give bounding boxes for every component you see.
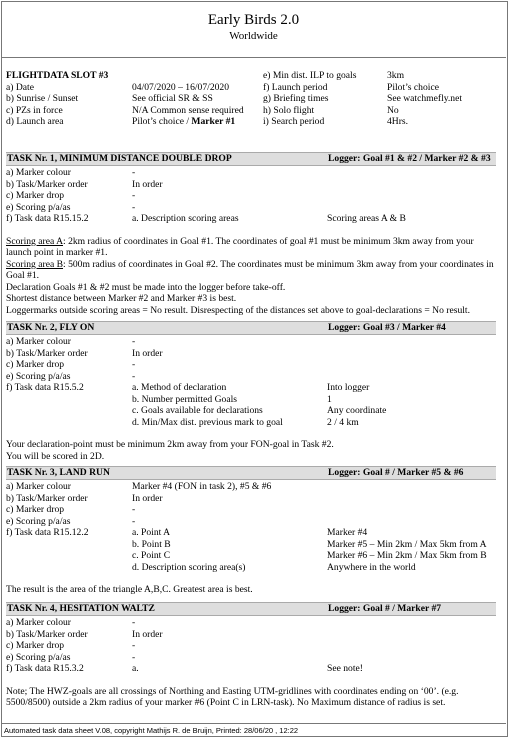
task-4-logger: Logger: Goal # / Marker #7 xyxy=(328,603,442,614)
task-field-value: a. Method of declaration xyxy=(132,382,227,393)
task-field-key: f) Task data R15.3.2 xyxy=(6,663,84,674)
page-subtitle: Worldwide xyxy=(229,30,278,42)
task-1-title: TASK Nr. 1, MINIMUM DISTANCE DOUBLE DROP xyxy=(7,153,232,164)
task-2-note-a: Your declaration-point must be minimum 2km away from your FON-goal in Task #2. xyxy=(6,439,334,450)
scoring-area-b-label: Scoring area B xyxy=(6,258,64,270)
task-field-key: c) Marker drop xyxy=(6,190,65,201)
task-field-result: Scoring areas A & B xyxy=(327,213,406,224)
task-field-result: Marker #6 – Min 2km / Max 5km from B xyxy=(327,550,487,561)
scoring-area-a-text: : 2km radius of coordinates in Goal #1. The coordinates of goal #1 must be minimum 3km away from your launch point in marker #1. xyxy=(6,235,474,258)
task-field-key: f) Task data R15.5.2 xyxy=(6,382,84,393)
task-field-key: e) Scoring p/a/as xyxy=(6,651,71,663)
task-3-section xyxy=(6,466,496,596)
slot-left-key: c) PZs in force xyxy=(6,104,63,116)
task-field-key: c) Marker drop xyxy=(6,359,65,370)
slot-right-value: See watchmefly.net xyxy=(387,93,463,104)
task-field-key: e) Scoring p/a/as xyxy=(6,201,71,213)
slot-left-key: a) Date xyxy=(6,81,34,93)
slot-right-value: 3km xyxy=(387,70,405,81)
task-field-key: b) Task/Marker order xyxy=(6,492,88,504)
task-field-result: Into logger xyxy=(327,382,370,393)
launch-area-text: Pilot’s choice / xyxy=(132,116,192,127)
slot-title: FLIGHTDATA SLOT #3 xyxy=(6,70,109,81)
slot-right-value: Pilot’s choice xyxy=(387,81,439,93)
slot-left-key: d) Launch area xyxy=(6,116,64,127)
task-field-key: a) Marker colour xyxy=(6,617,71,628)
slot-right-value: 4Hrs. xyxy=(387,116,409,127)
task-field-value: a. xyxy=(132,663,139,674)
task-field-value: In order xyxy=(132,492,163,504)
task-4-title: TASK Nr. 4, HESITATION WALTZ xyxy=(7,603,155,614)
task-field-value: - xyxy=(132,617,136,628)
task-field-value: Marker #4 (FON in task 2), #5 & #6 xyxy=(132,481,272,492)
task-3-header xyxy=(6,466,496,480)
task-field-key: b) Task/Marker order xyxy=(6,178,88,190)
task-4-header xyxy=(6,602,496,616)
task-field-value: - xyxy=(132,370,136,382)
task-field-key: e) Scoring p/a/as xyxy=(6,370,71,382)
task-4-section xyxy=(6,602,496,709)
task-field-value: d. Description scoring area(s) xyxy=(132,561,246,573)
task-1-note-e: Loggermarks outside scoring areas = No result. Disrespecting of the distances set above to goal-declarations = No result. xyxy=(6,304,470,316)
task-field-key: c) Marker drop xyxy=(6,640,65,651)
task-field-value: - xyxy=(132,640,136,651)
task-field-value: In order xyxy=(132,178,163,190)
task-field-result: 1 xyxy=(327,393,332,405)
task-field-value: - xyxy=(132,515,136,527)
task-field-key: e) Scoring p/a/as xyxy=(6,515,71,527)
task-field-result: Anywhere in the world xyxy=(327,561,416,573)
task-field-result: Marker #5 – Min 2km / Max 5km from A xyxy=(327,538,487,550)
task-field-value: c. Point C xyxy=(132,550,171,561)
task-field-key: a) Marker colour xyxy=(6,167,71,178)
task-field-result: Marker #4 xyxy=(327,527,368,538)
task-field-key: a) Marker colour xyxy=(6,336,71,347)
page-title: Early Birds 2.0 xyxy=(207,12,300,28)
task-field-value: - xyxy=(132,336,136,347)
task-2-section xyxy=(6,321,496,462)
launch-area-value xyxy=(132,116,235,128)
task-3-note-a: The result is the area of the triangle A,B,C. Greatest area is best. xyxy=(6,584,253,595)
task-3-logger: Logger: Goal # / Marker #5 & #6 xyxy=(328,467,464,478)
task-2-logger: Logger: Goal #3 / Marker #4 xyxy=(328,322,446,333)
slot-left-value: See official SR & SS xyxy=(132,93,213,104)
task-field-key: a) Marker colour xyxy=(6,481,71,492)
task-3-title: TASK Nr. 3, LAND RUN xyxy=(7,467,110,478)
task-field-value: d. Min/Max dist. previous mark to goal xyxy=(132,416,283,428)
task-1-note-d: Shortest distance between Marker #2 and Marker #3 is best. xyxy=(6,293,237,304)
task-field-value: - xyxy=(132,651,136,663)
slot-left-value: 04/07/2020 – 16/07/2020 xyxy=(132,81,230,93)
task-field-value: - xyxy=(132,504,136,515)
header xyxy=(1,1,506,58)
scoring-area-b-text: : 500m radius of coordinates in Goal #2. The coordinates must be minimum 3km away from your coordinates in Goal #1. xyxy=(6,258,494,281)
task-1-note-c: Declaration Goals #1 & #2 must be made into the logger before take-off. xyxy=(6,281,286,293)
task-field-value: - xyxy=(132,167,136,178)
task-field-result: 2 / 4 km xyxy=(327,416,359,428)
slot-right-key: h) Solo flight xyxy=(263,104,315,116)
task-1-logger: Logger: Goal #1 & #2 / Marker #2 & #3 xyxy=(328,153,491,164)
task-field-value: a. Point A xyxy=(132,527,171,538)
task-4-note-a: Note; The HWZ-goals are all crossings of Northing and Easting UTM-gridlines with coordinates ending on ‘00’. (e.g. 5500/8500) outside a 2km radius of your marker #6 (Point C in LRN-task). No Maximum distance of radius is set. xyxy=(6,685,459,708)
task-field-key: c) Marker drop xyxy=(6,504,65,515)
slot-left-value: N/A Common sense required xyxy=(132,104,244,116)
slot-left-key: b) Sunrise / Sunset xyxy=(6,93,79,104)
task-2-note-b: You will be scored in 2D. xyxy=(6,450,105,462)
task-field-key: b) Task/Marker order xyxy=(6,347,88,359)
task-field-value: - xyxy=(132,201,136,213)
task-field-value: b. Point B xyxy=(132,538,171,550)
task-field-value: In order xyxy=(132,628,163,640)
task-1-note-b xyxy=(6,259,496,282)
slot-right-key: i) Search period xyxy=(263,116,325,127)
task-field-result: See note! xyxy=(327,663,363,674)
task-field-value: - xyxy=(132,359,136,370)
task-1-note-a xyxy=(6,236,496,259)
task-2-header xyxy=(6,321,496,335)
task-field-value: b. Number permitted Goals xyxy=(132,393,237,405)
slot-right-key: e) Min dist. ILP to goals xyxy=(263,70,357,81)
task-field-value: a. Description scoring areas xyxy=(132,213,239,224)
slot-right-value: No xyxy=(387,104,399,116)
task-field-result: Any coordinate xyxy=(327,405,387,416)
footer-copyright: Automated task data sheet V.08, copyright Mathijs R. de Bruijn, Printed: 28/06/20 , 12:22 xyxy=(4,726,299,735)
task-2-title: TASK Nr. 2, FLY ON xyxy=(7,322,95,333)
scoring-area-a-label: Scoring area A xyxy=(6,235,64,247)
flightdata-slot xyxy=(6,70,496,128)
task-field-value: In order xyxy=(132,347,163,359)
task-field-key: b) Task/Marker order xyxy=(6,628,88,640)
footer-divider xyxy=(1,723,506,724)
launch-area-marker: Marker #1 xyxy=(191,116,236,127)
task-field-value: c. Goals available for declarations xyxy=(132,405,263,416)
task-1-header xyxy=(6,152,496,166)
slot-right-key: f) Launch period xyxy=(263,81,328,93)
task-field-key: f) Task data R15.12.2 xyxy=(6,527,89,538)
task-field-key: f) Task data R15.15.2 xyxy=(6,213,89,224)
slot-right-key: g) Briefing times xyxy=(263,93,329,104)
task-1-section xyxy=(6,152,496,316)
task-field-value: - xyxy=(132,190,136,201)
